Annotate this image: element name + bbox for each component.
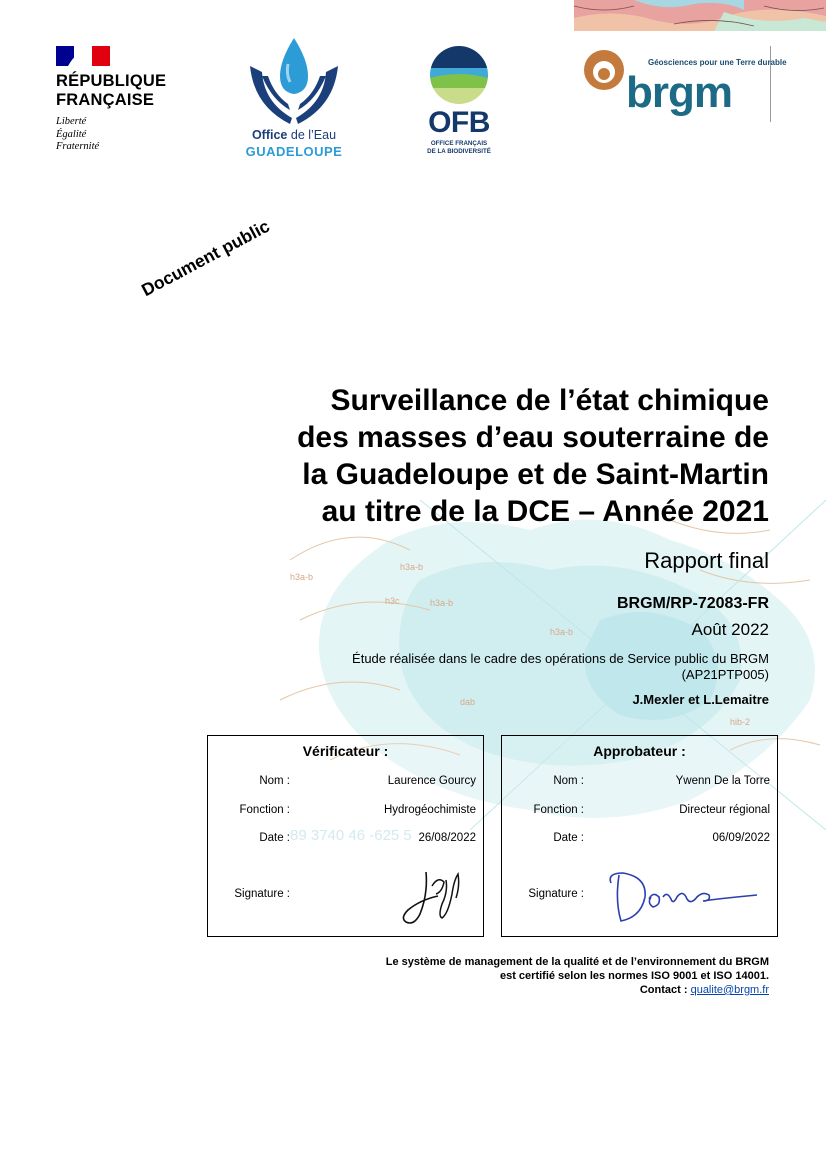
office-eau-name (236, 128, 352, 142)
brgm-wordmark: brgm (626, 68, 732, 117)
study-note-code: (AP21PTP005) (681, 666, 769, 682)
republique-name (56, 72, 166, 110)
report-authors: J.Mexler et L.Lemaitre (632, 692, 769, 707)
verificateur-box (207, 735, 484, 937)
verificateur-date-label: Date : (259, 832, 290, 844)
svg-text:89 3740 46 -625 5: 89 3740 46 -625 5 (290, 827, 412, 844)
verificateur-name-label: Nom : (259, 775, 290, 787)
verificateur-signature-label: Signature : (234, 888, 290, 900)
svg-text:h3c: h3c (385, 596, 400, 606)
approbateur-function: Directeur régional (679, 804, 770, 816)
geology-map-strip (574, 0, 826, 31)
title-line-3: la Guadeloupe et de Saint-Martin (302, 458, 769, 491)
footer-line2: est certifié selon les normes ISO 9001 et ISO 14001. (499, 970, 769, 982)
verificateur-heading: Vérificateur : (302, 743, 389, 759)
footer-contact (269, 983, 769, 997)
svg-text:h3a-b: h3a-b (290, 572, 314, 582)
approbateur-box (501, 735, 778, 937)
svg-text:hib-2: hib-2 (730, 717, 751, 727)
approbateur-date-label: Date : (553, 832, 584, 844)
approbateur-function-label: Fonction : (533, 804, 584, 816)
page-title (209, 382, 769, 530)
footer-line1: Le système de management de la qualité et de l’environnement du BRGM (385, 956, 769, 968)
report-reference: BRGM/RP-72083-FR (616, 595, 769, 612)
ofb-full-line2: DE LA BIODIVERSITÉ (427, 147, 491, 155)
ofb-acronym: OFB (428, 106, 490, 139)
svg-text:h3a-b: h3a-b (550, 627, 574, 637)
republique-francaise-logo (56, 46, 186, 166)
verificateur-signature (398, 864, 468, 932)
water-drop-hands-icon (244, 36, 344, 128)
title-line-2: des masses d’eau souterraine de (297, 421, 769, 454)
ofb-emblem-icon (430, 46, 488, 104)
republique-line1: RÉPUBLIQUE (56, 72, 167, 90)
marianne-flag-icon (56, 46, 110, 66)
title-line-4: au titre de la DCE – Année 2021 (321, 495, 769, 528)
republique-motto (56, 116, 99, 154)
report-subtitle: Rapport final (644, 548, 769, 573)
svg-text:h3a-b: h3a-b (430, 598, 454, 608)
ofb-full-name (414, 140, 504, 155)
approbateur-signature-label: Signature : (528, 888, 584, 900)
verificateur-date: 26/08/2022 (418, 832, 476, 844)
ofb-logo (414, 46, 504, 162)
motto-egalite: Égalité (56, 128, 87, 140)
office-eau-region: GUADELOUPE (245, 144, 343, 159)
approbateur-name-label: Nom : (553, 775, 584, 787)
report-date: Août 2022 (691, 620, 769, 639)
ofb-full-line1: OFFICE FRANÇAIS (430, 140, 488, 147)
approbateur-heading: Approbateur : (593, 743, 686, 759)
approbateur-signature (597, 861, 767, 931)
approbateur-date: 06/09/2022 (712, 832, 770, 844)
approbateur-name: Ywenn De la Torre (675, 775, 770, 787)
contact-email-link[interactable]: qualite@brgm.fr (690, 984, 769, 996)
motto-liberte: Liberté (56, 116, 87, 127)
republique-line2: FRANÇAISE (56, 91, 155, 109)
svg-text:dab: dab (460, 697, 476, 707)
title-line-1: Surveillance de l’état chimique (330, 384, 769, 417)
brgm-tagline: Géosciences pour une Terre durable (648, 58, 787, 67)
study-note-line1: Étude réalisée dans le cadre des opérations de Service public du BRGM (352, 651, 769, 666)
document-public-stamp: Document public (138, 215, 273, 301)
study-note (249, 651, 769, 682)
quality-footer (269, 955, 769, 997)
verificateur-name: Laurence Gourcy (387, 775, 476, 787)
de-l-eau-words: de l’Eau (287, 128, 337, 142)
office-eau-guadeloupe-logo (236, 36, 352, 164)
verificateur-function: Hydrogéochimiste (383, 804, 476, 816)
brgm-logo (582, 46, 787, 122)
verificateur-function-label: Fonction : (239, 804, 290, 816)
brgm-spiral-icon (582, 48, 626, 92)
motto-fraternite: Fraternité (56, 141, 100, 152)
svg-text:h3a-b: h3a-b (400, 562, 424, 572)
office-word: Office (251, 128, 288, 142)
contact-label: Contact : (639, 984, 691, 996)
